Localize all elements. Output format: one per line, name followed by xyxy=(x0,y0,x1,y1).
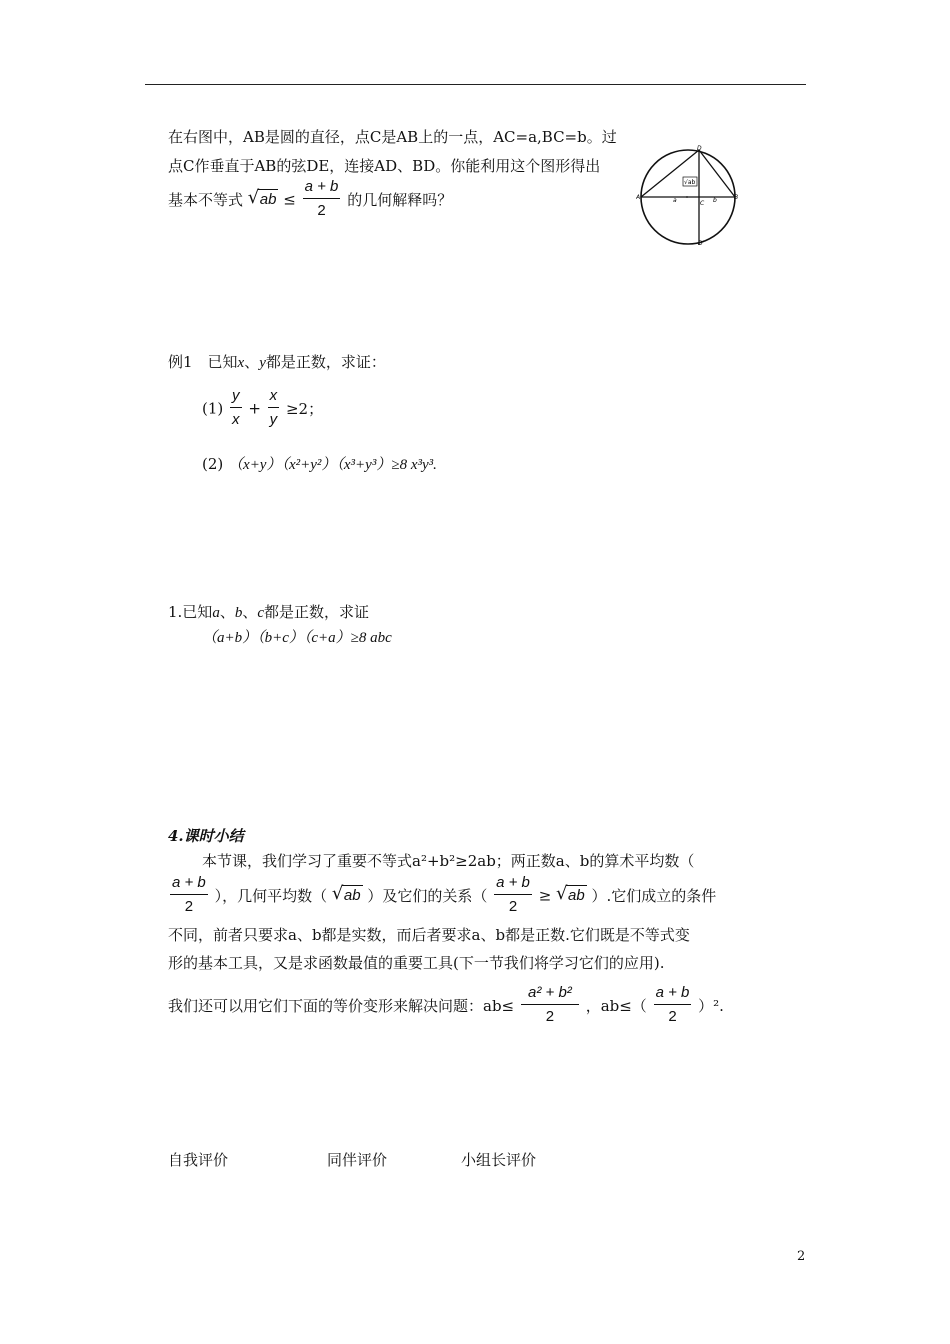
example1-part1: (1) $\frac{y}{x}$ + $\frac{x}{y}$ ≥2； xyxy=(202,385,323,432)
intro-suffix: 的几何解释吗？ xyxy=(347,191,453,209)
intro-line-2: 点C作垂直于AB的弦DE，连接AD、BD。你能利用这个图形得出 xyxy=(168,157,601,175)
summary-heading: 4.课时小结 xyxy=(168,827,244,845)
label-b-length: b xyxy=(713,197,717,204)
label-d-prime: D' xyxy=(698,240,705,247)
intro-line-3 xyxy=(168,176,452,223)
summary-line-3: 不同，前者只要求a、b都是实数，而后者要求a、b都是正数.它们既是不等式变 xyxy=(168,926,690,944)
circle-diagram xyxy=(636,142,742,260)
page-number: 2 xyxy=(797,1249,806,1264)
fraction-y-over-x: $\frac{y}{x}$ xyxy=(232,387,240,428)
fraction-squares-over-2: $\frac{\text{a² + b²}}{2}$ xyxy=(521,982,579,1029)
example1-part2: (2) （x+y）（x²+y²）（x³+y³）≥8 x³y³. xyxy=(202,455,437,473)
leq-sign: ≤ xyxy=(283,190,296,209)
summary-line-5: 我们还可以用它们下面的等价变形来解决问题：ab≤ $\frac{\text{a² + b²}}{2}$ ，ab≤（ $\frac{a + b}{2}$ ）². xyxy=(168,982,724,1029)
summary-line-1: 本节课，我们学习了重要不等式a²+b²≥2ab；两正数a、b的算术平均数（ xyxy=(202,852,695,870)
intro-prefix: 基本不等式 xyxy=(168,191,244,209)
summary-line-4: 形的基本工具，又是求函数最值的重要工具(下一节我们将学习它们的应用). xyxy=(168,954,665,972)
label-c: C xyxy=(700,200,705,207)
label-b-point: B xyxy=(734,194,739,201)
self-evaluation-label: 自我评价 xyxy=(168,1151,229,1169)
label-a-length: a xyxy=(673,197,677,204)
label-sqrt-ab: √ab xyxy=(684,179,696,186)
sqrt-geo-mean: √ ab xyxy=(331,883,361,904)
fraction-sum-over-2: $\frac{a + b}{2}$ xyxy=(655,984,690,1025)
exercise1-line1: 1.已知a、b、c都是正数，求证 xyxy=(168,603,370,621)
fraction-arith-mean: $\frac{a + b}{2}$ xyxy=(172,874,206,915)
example1-heading: 例1 已知x、y都是正数，求证： xyxy=(168,353,386,371)
label-a-point: A xyxy=(636,194,641,201)
sqrt-ab: √ ab xyxy=(247,187,277,208)
center-dot xyxy=(686,196,688,198)
segment-ad xyxy=(641,150,699,197)
exercise1-line2: （a+b）（b+c）（c+a）≥8 abc xyxy=(202,630,392,646)
sqrt-relation: √ ab xyxy=(556,883,585,904)
leader-evaluation-label: 小组长评价 xyxy=(461,1151,537,1169)
intro-line-1: 在右图中，AB是圆的直径，点C是AB上的一点，AC=a,BC=b。过 xyxy=(168,128,617,146)
fraction-x-over-y: $\frac{x}{y}$ xyxy=(269,387,278,428)
fraction-relation: $\frac{a + b}{2}$ xyxy=(496,874,530,915)
peer-evaluation-label: 同伴评价 xyxy=(327,1151,388,1169)
fraction-a-plus-b-over-2: $\frac{a + b}{2}$ xyxy=(304,178,339,219)
header-rule xyxy=(145,84,806,85)
summary-line-2: $\frac{a + b}{2}$ ），几何平均数（ √ ab ）及它们的关系（ $\frac{a + b}{2}$ ≥ √ ab ）.它们成立的条件 xyxy=(168,872,716,919)
label-d: D xyxy=(697,145,702,152)
